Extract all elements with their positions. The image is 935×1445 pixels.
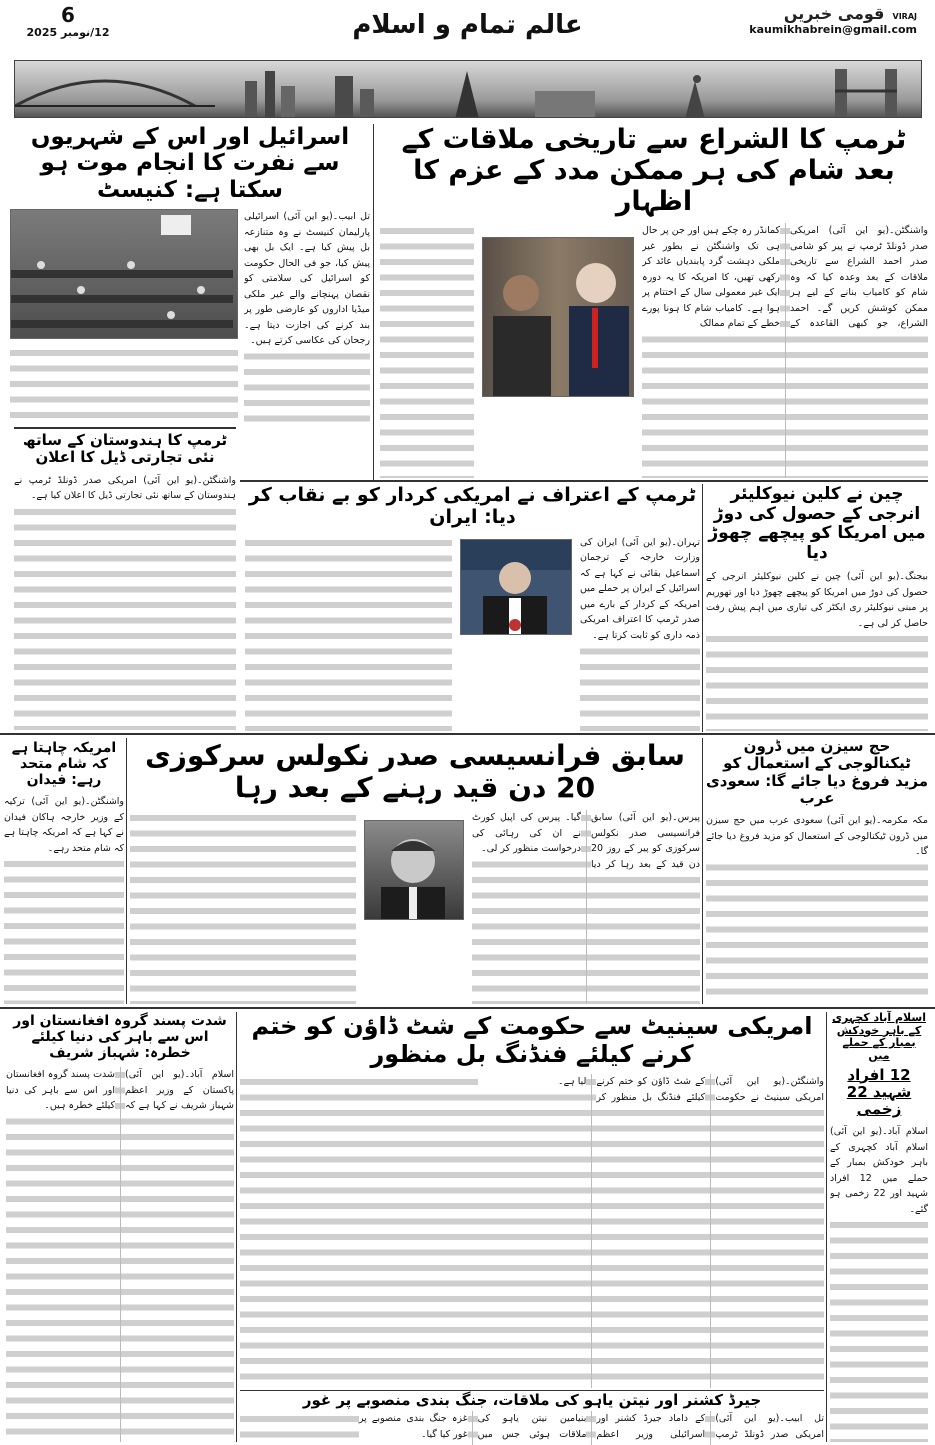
column-divider <box>702 484 703 732</box>
headline-israel: اسرائیل اور اس کے شہریوں سے نفرت کا انجام موت ہو سکتا ہے: کنیسٹ <box>30 124 350 203</box>
article-body: تل ابیب۔(یو این آئی) امریکی صدر ڈونلڈ ٹرمپ کے داماد جیرڈ کشنر اور اسرائیلی وزیر اعظم بنیامین نیتن یاہو کی ملاقات ہوئی جس میں غزہ جنگ بندی منصوبے پر غور کیا گیا۔ <box>359 1411 824 1442</box>
article-islamabad-block <box>830 1012 928 1442</box>
skyline-illustration <box>15 61 922 118</box>
headline-trump-india: ٹرمپ کا ہندوستان کے ساتھ نئی تجارتی ڈیل کا اعلان <box>22 431 228 467</box>
article-israel-content <box>10 209 370 424</box>
article-body: واشنگٹن۔(یو این آئی) ترکیہ کے وزیر خارجہ ہاکان فیدان نے کہا ہے کہ امریکہ چاہتا ہے کہ شام متحد رہے۔ <box>4 794 124 856</box>
article-china-block <box>706 485 928 731</box>
article-iran <box>580 535 700 731</box>
article-hajj <box>706 813 928 1004</box>
article-senate-block <box>240 1013 824 1388</box>
photo-trump-alsharaa <box>482 237 634 397</box>
brand-logo: VIRAJ <box>892 12 917 21</box>
column-divider <box>373 124 374 480</box>
article-china <box>706 569 928 731</box>
section-divider <box>0 1007 935 1009</box>
column-divider <box>126 738 127 1004</box>
headline-islamabad-top: اسلام آباد کچہری کے باہر خودکش بمبار کے حملے میں <box>831 1011 927 1062</box>
article-sarkozy-content <box>130 810 700 1004</box>
headline-sarkozy: سابق فرانسیسی صدر نکولس سرکوزی 20 دن قید رہنے کے بعد رہا <box>145 739 685 805</box>
page-number: 6 <box>61 3 75 27</box>
headline-iran: ٹرمپ کے اعتراف نے امریکی کردار کو بے نقاب کر دیا: ایران <box>248 484 697 528</box>
headline-trump-syria: ٹرمپ کا الشراع سے تاریخی ملاقات کے بعد شام کی ہر ممکن مدد کے عزم کا اظہار <box>401 124 907 218</box>
headline-islamabad-bottom: 12 افراد شہید 22 زخمی <box>846 1065 912 1119</box>
article-body: مکہ مکرمہ۔(یو این آئی) سعودی عرب میں حج سیزن میں ڈرون ٹیکنالوجی کے استعمال کو مزید فروغ دیا جائے گا۔ <box>706 813 928 860</box>
article-trump-syria-continued <box>380 223 474 478</box>
skyline-banner <box>14 60 922 118</box>
brand-block <box>727 4 917 36</box>
article-kushner-block <box>240 1392 824 1445</box>
photo-sarkozy <box>364 820 464 920</box>
contact-email[interactable]: kaumikhabrein@gmail.com <box>749 23 917 36</box>
brand-name: قومی خبریں <box>783 4 885 23</box>
article-trump-syria <box>642 223 928 478</box>
issue-date: 12/نومبر 2025 <box>26 26 110 39</box>
section-divider <box>240 480 928 482</box>
article-body: اسلام آباد۔(یو این آئی) اسلام آباد کچہری کے باہر خودکش بمبار کے حملے میں 12 افراد شہید اور 22 زخمی ہو گئے۔ <box>830 1124 928 1217</box>
headline-senate: امریکی سینیٹ سے حکومت کے شٹ ڈاؤن کو ختم کرنے کیلئے فنڈنگ بل منظور <box>251 1012 813 1068</box>
section-title: عالم تمام و اسلام <box>352 10 583 40</box>
article-body: واشنگٹن۔(یو این آئی) امریکی صدر ڈونلڈ ٹرمپ نے ہندوستان کے ساتھ نئی تجارتی ڈیل کا اعلان کیا ہے۔ <box>14 473 236 504</box>
article-trump-syria-block <box>380 124 928 478</box>
article-iran-content <box>245 535 700 731</box>
article-body: پیرس۔(یو این آئی) سابق فرانسیسی صدر نکولس سرکوزی کو پیر کے روز 20 دن قید کے بعد رہا کر دیا گیا۔ پیرس کی اپیل کورٹ نے ان کی رہائی کی درخواست منظور کر لی۔ <box>472 810 700 872</box>
article-iran-continued <box>245 535 452 731</box>
article-kushner <box>240 1411 824 1445</box>
article-trump-india-block <box>14 432 236 730</box>
headline-kushner: جیرڈ کشنر اور نیتن یاہو کی ملاقات، جنگ بندی منصوبے پر غور <box>302 1391 762 1409</box>
article-islamabad <box>830 1124 928 1442</box>
article-israel-block <box>10 124 370 424</box>
article-hajj-block <box>706 738 928 1004</box>
article-trump-india <box>14 473 236 731</box>
article-body: واشنگٹن۔(یو این آئی) امریکی صدر ڈونلڈ ٹرمپ نے پیر کو شامی صدر احمد الشراع سے تاریخی ملاقات کے بعد وعدہ کیا کہ وہ شام کو کامیاب بنانے کے لیے ہر ممکن کوشش کریں گے۔ احمد الشراع، جو کبھی القاعدہ کے کمانڈر رہ چکے ہیں اور جن پر حال ہی تک واشنگٹن نے بطور غیر ملکی دہشت گرد پابندیاں عائد کر رکھی تھیں، کا امریکہ کا یہ دورہ ایک غیر معمولی سال کے اختتام پر ہوا ہے۔ کامیاب شام کا ہونا پورے خطے کے تمام ممالک <box>642 223 928 332</box>
section-divider <box>14 427 236 429</box>
article-israel-continued <box>10 345 238 424</box>
article-senate <box>240 1074 824 1388</box>
article-shehbaz <box>6 1067 234 1442</box>
article-fidan-block <box>4 740 124 1004</box>
page-number-block <box>18 4 118 39</box>
article-body: اسلام آباد۔(یو این آئی) پاکستان کے وزیر اعظم شہباز شریف نے کہا ہے کہ شدت پسند گروہ افغانستان اور اس سے باہر کی دنیا کیلئے خطرہ ہیں۔ <box>6 1067 234 1114</box>
column-divider <box>702 738 703 1004</box>
article-israel <box>244 209 370 424</box>
headline-shehbaz: شدت پسند گروہ افغانستان اور اس سے باہر کی دنیا کیلئے خطرہ: شہباز شریف <box>13 1013 227 1062</box>
headline-hajj: حج سیزن میں ڈرون ٹیکنالوجی کے استعمال کو مزید فروغ دیا جائے گا: سعودی عرب <box>706 737 928 807</box>
column-divider <box>826 1012 827 1442</box>
article-trump-syria-content <box>380 223 928 478</box>
photo-iran-spokesman <box>460 539 572 635</box>
section-divider <box>0 733 935 735</box>
article-israel-media <box>10 209 238 424</box>
photo-knesset <box>10 209 238 339</box>
headline-china: چین نے کلین نیوکلیئر انرجی کے حصول کی دوڑ میں امریکا کو پیچھے چھوڑ دیا <box>708 484 926 563</box>
headline-islamabad <box>830 1012 928 1118</box>
article-iran-block <box>245 485 700 731</box>
article-sarkozy <box>472 810 700 1004</box>
article-fidan <box>4 794 124 1004</box>
article-sarkozy-block <box>130 740 700 1004</box>
article-body: بیجنگ۔(یو این آئی) چین نے کلین نیوکلیئر انرجی کے حصول کی دوڑ میں امریکا کو پیچھے چھوڑ دیا اور تھوریم پر مبنی نیوکلیئر ری ایکٹر کی تیاری میں اہم پیش رفت حاصل کر لی ہے۔ <box>706 569 928 631</box>
column-divider <box>236 1012 237 1442</box>
article-shehbaz-block <box>6 1013 234 1442</box>
article-body: تل ابیب۔(یو این آئی) اسرائیلی پارلیمان کنیسٹ نے وہ متنازعہ بل پیش کیا ہے۔ ایک بل بھی پیش کیا، جو فی الحال حکومت کو اسرائیل کی سلامتی کو نقصان پہنچانے والے غیر ملکی میڈیا اداروں کو عارضی طور پر بند کرنے کی اجازت دیتا ہے۔ رجحان کی عکاسی کرتے ہیں۔ <box>244 209 370 349</box>
article-sarkozy-continued <box>130 810 356 1004</box>
article-body: واشنگٹن۔(یو این آئی) امریکی سینیٹ نے حکومت کے شٹ ڈاؤن کو ختم کرنے کیلئے فنڈنگ بل منظور کر لیا ہے۔ <box>478 1074 824 1105</box>
article-body: تہران۔(یو این آئی) ایران کی وزارت خارجہ کے ترجمان اسماعیل بقائی نے کہا ہے کہ اسرائیل کے ایران پر حملے میں امریکہ کے کردار کے بارے میں صدر ٹرمپ کا اعتراف امریکی ذمہ داری کو ثابت کرتا ہے۔ <box>580 535 700 644</box>
headline-fidan: امریکہ چاہتا ہے کہ شام متحد رہے: فیدان <box>11 740 117 789</box>
